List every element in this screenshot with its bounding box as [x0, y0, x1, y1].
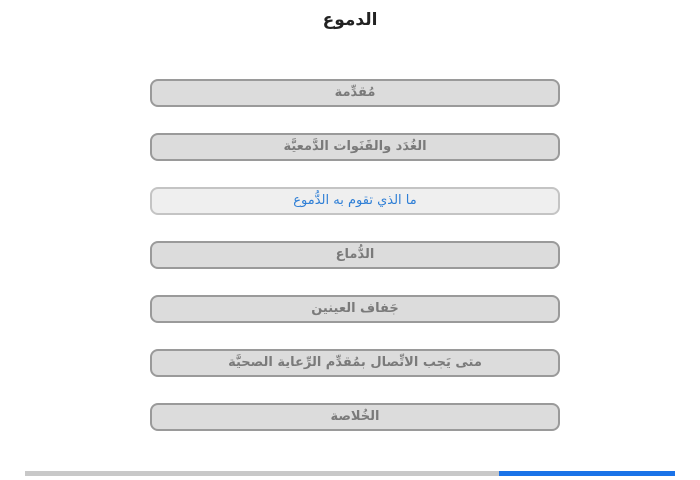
- menu-item-glands-and-ducts[interactable]: الغُدَد والقَنَوات الدَّمعيَّة: [150, 133, 560, 161]
- page-title: الدموع: [322, 10, 378, 30]
- progress-bar: [25, 471, 675, 476]
- menu-item-dry-eyes[interactable]: جَفاف العينين: [150, 295, 560, 323]
- menu: [150, 79, 560, 457]
- menu-item-summary[interactable]: الخُلاصة: [150, 403, 560, 431]
- menu-item-when-to-call-provider[interactable]: متى يَجب الاتِّصال بمُقدِّم الرِّعاية الصحيَّة: [150, 349, 560, 377]
- menu-item-watery-eyes[interactable]: الدُّماع: [150, 241, 560, 269]
- menu-item-what-tears-do[interactable]: ما الذي تقوم به الدُّموع: [150, 187, 560, 215]
- progress-bar-fill: [499, 471, 675, 476]
- menu-item-introduction[interactable]: مُقدِّمة: [150, 79, 560, 107]
